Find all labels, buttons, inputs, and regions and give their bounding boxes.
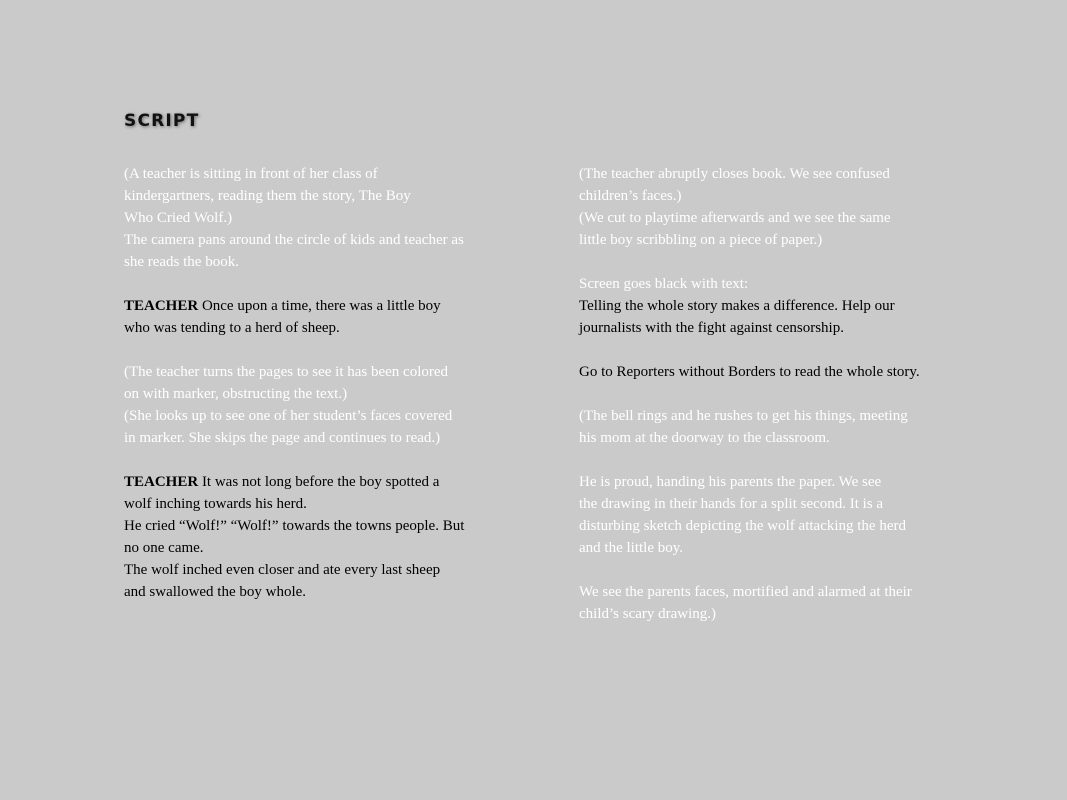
text-line: and the little boy. (579, 540, 684, 556)
text-line: (She looks up to see one of her student’s faces covered (124, 408, 453, 424)
on-screen-text (579, 361, 951, 383)
speaker-name: TEACHER (124, 474, 199, 490)
stage-direction (124, 361, 494, 449)
text-line: disturbing sketch depicting the wolf attacking the herd (579, 518, 906, 534)
text-line: Once upon a time, there was a little boy (198, 298, 441, 314)
text-line: (A teacher is sitting in front of her class of (124, 166, 378, 182)
text-line: in marker. She skips the page and continues to read.) (124, 430, 441, 446)
dialogue (124, 295, 494, 339)
text-line: The camera pans around the circle of kids and teacher as (124, 232, 464, 248)
dialogue (124, 471, 494, 603)
text-line: Telling the whole story makes a difference. Help our (579, 298, 895, 314)
stage-direction (579, 163, 951, 251)
page-title: SCRIPT (124, 111, 200, 131)
text-line: (The teacher abruptly closes book. We see confused (579, 166, 890, 182)
text-line: Who Cried Wolf.) (124, 210, 233, 226)
text-line: (We cut to playtime afterwards and we see the same (579, 210, 891, 226)
stage-direction (579, 405, 951, 449)
script-column-left (124, 163, 494, 603)
text-line: little boy scribbling on a piece of paper.) (579, 232, 823, 248)
text-line: wolf inching towards his herd. (124, 496, 307, 512)
text-line: no one came. (124, 540, 204, 556)
text-line: Screen goes black with text: (579, 276, 749, 292)
text-line: journalists with the fight against censorship. (579, 320, 844, 336)
text-line: It was not long before the boy spotted a (198, 474, 440, 490)
stage-direction (124, 163, 494, 273)
text-line: The wolf inched even closer and ate every last sheep (124, 562, 441, 578)
text-line: kindergartners, reading them the story, The Boy (124, 188, 411, 204)
text-line: the drawing in their hands for a split second. It is a (579, 496, 884, 512)
script-column-right (579, 163, 951, 625)
text-line: Go to Reporters without Borders to read the whole story. (579, 364, 920, 380)
stage-direction (579, 471, 951, 559)
text-line: child’s scary drawing.) (579, 606, 717, 622)
text-line: on with marker, obstructing the text.) (124, 386, 348, 402)
text-line: We see the parents faces, mortified and alarmed at their (579, 584, 912, 600)
on-screen-text (579, 273, 951, 339)
stage-direction (579, 581, 951, 625)
text-line: He cried “Wolf!” “Wolf!” towards the towns people. But (124, 518, 465, 534)
speaker-name: TEACHER (124, 298, 199, 314)
text-line: children’s faces.) (579, 188, 682, 204)
text-line: (The teacher turns the pages to see it has been colored (124, 364, 449, 380)
text-line: He is proud, handing his parents the paper. We see (579, 474, 882, 490)
text-line: who was tending to a herd of sheep. (124, 320, 340, 336)
text-line: his mom at the doorway to the classroom. (579, 430, 830, 446)
text-line: she reads the book. (124, 254, 239, 270)
text-line: (The bell rings and he rushes to get his things, meeting (579, 408, 908, 424)
text-line: and swallowed the boy whole. (124, 584, 307, 600)
